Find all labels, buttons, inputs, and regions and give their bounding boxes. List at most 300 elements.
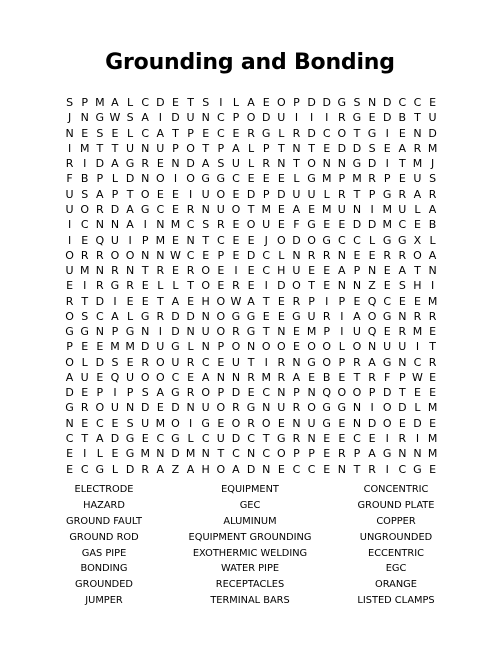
grid-letter[interactable]: I bbox=[340, 309, 344, 323]
grid-letter[interactable]: N bbox=[292, 141, 301, 155]
grid-letter[interactable]: G bbox=[413, 462, 422, 476]
grid-letter[interactable]: I bbox=[83, 447, 87, 461]
grid-letter[interactable]: E bbox=[141, 279, 149, 293]
grid-letter[interactable]: T bbox=[353, 126, 361, 140]
grid-letter[interactable]: G bbox=[322, 401, 331, 415]
grid-letter[interactable]: M bbox=[427, 294, 438, 308]
grid-letter[interactable]: O bbox=[201, 264, 211, 278]
grid-letter[interactable]: N bbox=[156, 447, 165, 461]
grid-letter[interactable]: O bbox=[382, 401, 392, 415]
grid-letter[interactable]: C bbox=[201, 431, 210, 445]
grid-letter[interactable]: N bbox=[141, 172, 150, 186]
grid-letter[interactable]: D bbox=[186, 157, 195, 171]
grid-letter[interactable]: G bbox=[125, 325, 135, 339]
grid-letter[interactable]: N bbox=[352, 202, 362, 216]
grid-letter[interactable]: E bbox=[323, 462, 331, 476]
grid-letter[interactable]: Q bbox=[367, 325, 377, 339]
grid-letter[interactable]: E bbox=[277, 202, 285, 216]
grid-letter[interactable]: I bbox=[385, 462, 389, 476]
grid-letter[interactable]: A bbox=[96, 431, 104, 445]
grid-letter[interactable]: E bbox=[323, 279, 331, 293]
grid-letter[interactable]: N bbox=[201, 447, 210, 461]
grid-letter[interactable]: E bbox=[323, 141, 331, 155]
grid-letter[interactable]: P bbox=[262, 187, 270, 201]
grid-letter[interactable]: U bbox=[201, 325, 210, 339]
grid-letter[interactable]: N bbox=[277, 325, 286, 339]
grid-letter[interactable]: S bbox=[398, 279, 406, 293]
grid-letter[interactable]: G bbox=[140, 309, 150, 323]
grid-letter[interactable]: M bbox=[321, 172, 332, 186]
grid-letter[interactable]: A bbox=[292, 370, 301, 384]
grid-letter[interactable]: P bbox=[293, 96, 300, 110]
grid-letter[interactable]: R bbox=[337, 447, 346, 461]
grid-letter[interactable]: C bbox=[171, 370, 180, 384]
grid-letter[interactable]: A bbox=[201, 370, 210, 384]
grid-letter[interactable]: G bbox=[337, 96, 347, 110]
grid-letter[interactable]: O bbox=[216, 309, 226, 323]
grid-letter[interactable]: D bbox=[95, 355, 105, 369]
grid-letter[interactable]: D bbox=[352, 141, 362, 155]
grid-letter[interactable]: U bbox=[110, 401, 119, 415]
grid-letter[interactable]: O bbox=[216, 325, 226, 339]
grid-letter[interactable]: N bbox=[398, 447, 407, 461]
grid-letter[interactable]: E bbox=[277, 294, 285, 308]
grid-letter[interactable]: E bbox=[277, 416, 285, 430]
grid-letter[interactable]: R bbox=[368, 370, 376, 384]
grid-letter[interactable]: U bbox=[156, 141, 165, 155]
grid-letter[interactable]: E bbox=[96, 370, 104, 384]
grid-letter[interactable]: R bbox=[65, 294, 74, 308]
grid-letter[interactable]: D bbox=[398, 401, 407, 415]
grid-letter[interactable]: E bbox=[81, 416, 89, 430]
grid-letter[interactable]: D bbox=[110, 431, 120, 445]
grid-letter[interactable]: L bbox=[247, 157, 255, 171]
grid-letter[interactable]: R bbox=[186, 202, 195, 216]
grid-letter[interactable]: L bbox=[126, 126, 134, 140]
grid-letter[interactable]: N bbox=[367, 96, 377, 110]
grid-letter[interactable]: G bbox=[95, 462, 105, 476]
grid-letter[interactable]: H bbox=[201, 294, 210, 308]
grid-letter[interactable]: U bbox=[277, 111, 286, 125]
grid-letter[interactable]: G bbox=[367, 126, 377, 140]
grid-letter[interactable]: O bbox=[216, 187, 226, 201]
grid-letter[interactable]: J bbox=[430, 157, 435, 171]
grid-letter[interactable]: E bbox=[429, 386, 437, 400]
grid-letter[interactable]: T bbox=[398, 386, 406, 400]
grid-letter[interactable]: M bbox=[79, 141, 90, 155]
grid-letter[interactable]: Q bbox=[110, 370, 120, 384]
grid-letter[interactable]: I bbox=[325, 111, 329, 125]
grid-letter[interactable]: P bbox=[96, 172, 104, 186]
grid-letter[interactable]: D bbox=[231, 431, 241, 445]
grid-letter[interactable]: L bbox=[323, 187, 330, 201]
grid-letter[interactable]: D bbox=[171, 111, 180, 125]
grid-letter[interactable]: E bbox=[323, 431, 331, 445]
grid-letter[interactable]: G bbox=[337, 401, 347, 415]
grid-letter[interactable]: O bbox=[65, 248, 74, 262]
grid-letter[interactable]: M bbox=[412, 325, 423, 339]
grid-letter[interactable]: A bbox=[156, 126, 165, 140]
grid-letter[interactable]: O bbox=[201, 279, 211, 293]
grid-letter[interactable]: N bbox=[95, 218, 104, 232]
grid-letter[interactable]: U bbox=[231, 157, 240, 171]
grid-letter[interactable]: M bbox=[427, 141, 438, 155]
grid-letter[interactable]: N bbox=[367, 264, 377, 278]
grid-letter[interactable]: A bbox=[126, 202, 134, 216]
grid-letter[interactable]: D bbox=[171, 447, 180, 461]
grid-letter[interactable]: C bbox=[398, 218, 407, 232]
grid-letter[interactable]: L bbox=[126, 96, 134, 110]
grid-letter[interactable]: N bbox=[262, 401, 271, 415]
grid-letter[interactable]: T bbox=[308, 141, 315, 155]
grid-letter[interactable]: R bbox=[398, 325, 407, 339]
grid-letter[interactable]: L bbox=[172, 279, 179, 293]
grid-letter[interactable]: G bbox=[80, 325, 89, 339]
grid-letter[interactable]: S bbox=[81, 187, 89, 201]
grid-letter[interactable]: N bbox=[216, 370, 225, 384]
grid-letter[interactable]: M bbox=[155, 416, 166, 430]
grid-letter[interactable]: O bbox=[352, 386, 362, 400]
grid-letter[interactable]: A bbox=[111, 309, 119, 323]
grid-letter[interactable]: R bbox=[247, 416, 255, 430]
grid-letter[interactable]: J bbox=[67, 111, 72, 125]
grid-letter[interactable]: U bbox=[201, 187, 210, 201]
grid-letter[interactable]: R bbox=[398, 187, 407, 201]
grid-letter[interactable]: O bbox=[352, 340, 362, 354]
grid-letter[interactable]: G bbox=[201, 416, 210, 430]
grid-letter[interactable]: D bbox=[337, 141, 347, 155]
grid-letter[interactable]: H bbox=[201, 462, 210, 476]
grid-letter[interactable]: A bbox=[171, 294, 180, 308]
grid-letter[interactable]: E bbox=[111, 447, 119, 461]
grid-letter[interactable]: E bbox=[96, 340, 104, 354]
grid-letter[interactable]: C bbox=[65, 431, 74, 445]
grid-letter[interactable]: U bbox=[216, 431, 225, 445]
grid-letter[interactable]: P bbox=[217, 141, 225, 155]
grid-letter[interactable]: Q bbox=[367, 294, 377, 308]
grid-letter[interactable]: G bbox=[125, 431, 135, 445]
grid-letter[interactable]: I bbox=[385, 431, 389, 445]
grid-letter[interactable]: N bbox=[398, 309, 407, 323]
grid-letter[interactable]: H bbox=[413, 279, 422, 293]
grid-letter[interactable]: E bbox=[232, 233, 240, 247]
grid-letter[interactable]: W bbox=[411, 370, 423, 384]
grid-letter[interactable]: N bbox=[95, 325, 104, 339]
grid-letter[interactable]: C bbox=[156, 202, 165, 216]
grid-letter[interactable]: E bbox=[383, 141, 391, 155]
grid-letter[interactable]: T bbox=[187, 96, 194, 110]
grid-letter[interactable]: D bbox=[261, 111, 271, 125]
grid-letter[interactable]: N bbox=[292, 355, 301, 369]
grid-letter[interactable]: G bbox=[65, 401, 74, 415]
grid-letter[interactable]: A bbox=[398, 264, 407, 278]
grid-letter[interactable]: I bbox=[113, 294, 117, 308]
grid-letter[interactable]: D bbox=[246, 462, 256, 476]
grid-letter[interactable]: C bbox=[337, 233, 346, 247]
grid-letter[interactable]: E bbox=[171, 233, 179, 247]
grid-letter[interactable]: N bbox=[292, 248, 301, 262]
grid-letter[interactable]: E bbox=[202, 126, 210, 140]
grid-letter[interactable]: A bbox=[65, 370, 74, 384]
grid-letter[interactable]: E bbox=[398, 294, 406, 308]
grid-letter[interactable]: O bbox=[216, 401, 226, 415]
grid-letter[interactable]: I bbox=[415, 340, 420, 354]
grid-letter[interactable]: E bbox=[217, 279, 225, 293]
grid-letter[interactable]: E bbox=[232, 126, 240, 140]
grid-letter[interactable]: O bbox=[216, 294, 226, 308]
grid-letter[interactable]: N bbox=[337, 462, 346, 476]
grid-letter[interactable]: G bbox=[125, 157, 135, 171]
grid-letter[interactable]: O bbox=[171, 416, 180, 430]
grid-letter[interactable]: T bbox=[156, 294, 164, 308]
grid-letter[interactable]: P bbox=[96, 386, 104, 400]
grid-letter[interactable]: R bbox=[322, 248, 331, 262]
grid-letter[interactable]: A bbox=[338, 264, 346, 278]
grid-letter[interactable]: T bbox=[111, 141, 119, 155]
grid-letter[interactable]: C bbox=[262, 386, 271, 400]
grid-letter[interactable]: M bbox=[155, 233, 166, 247]
grid-letter[interactable]: H bbox=[277, 264, 286, 278]
grid-letter[interactable]: A bbox=[156, 386, 165, 400]
grid-letter[interactable]: N bbox=[141, 141, 150, 155]
grid-letter[interactable]: P bbox=[398, 370, 406, 384]
grid-letter[interactable]: N bbox=[156, 248, 165, 262]
grid-letter[interactable]: E bbox=[323, 218, 331, 232]
grid-letter[interactable]: E bbox=[232, 187, 240, 201]
grid-letter[interactable]: T bbox=[262, 325, 270, 339]
grid-letter[interactable]: M bbox=[412, 157, 423, 171]
grid-letter[interactable]: M bbox=[261, 370, 271, 384]
grid-letter[interactable]: N bbox=[125, 401, 135, 415]
grid-letter[interactable]: A bbox=[111, 157, 119, 171]
grid-letter[interactable]: S bbox=[368, 141, 376, 155]
grid-letter[interactable]: P bbox=[111, 187, 119, 201]
grid-letter[interactable]: A bbox=[156, 462, 165, 476]
grid-letter[interactable]: T bbox=[172, 126, 179, 140]
grid-letter[interactable]: U bbox=[307, 309, 316, 323]
grid-letter[interactable]: W bbox=[109, 111, 121, 125]
grid-letter[interactable]: G bbox=[352, 111, 362, 125]
grid-letter[interactable]: S bbox=[111, 355, 119, 369]
grid-letter[interactable]: D bbox=[171, 309, 180, 323]
grid-letter[interactable]: F bbox=[384, 370, 391, 384]
grid-letter[interactable]: O bbox=[261, 340, 271, 354]
grid-letter[interactable]: O bbox=[186, 172, 195, 186]
grid-letter[interactable]: T bbox=[81, 294, 89, 308]
grid-letter[interactable]: I bbox=[385, 157, 389, 171]
grid-letter[interactable]: G bbox=[246, 309, 256, 323]
grid-letter[interactable]: R bbox=[141, 157, 150, 171]
grid-letter[interactable]: N bbox=[277, 157, 286, 171]
grid-letter[interactable]: D bbox=[95, 294, 105, 308]
grid-letter[interactable]: D bbox=[428, 126, 437, 140]
grid-letter[interactable]: G bbox=[65, 325, 74, 339]
grid-letter[interactable]: I bbox=[415, 431, 420, 445]
grid-letter[interactable]: U bbox=[65, 264, 74, 278]
grid-letter[interactable]: O bbox=[276, 447, 286, 461]
grid-letter[interactable]: D bbox=[246, 187, 256, 201]
grid-letter[interactable]: N bbox=[171, 157, 180, 171]
grid-letter[interactable]: L bbox=[414, 401, 421, 415]
grid-letter[interactable]: C bbox=[216, 233, 225, 247]
grid-letter[interactable]: A bbox=[353, 309, 361, 323]
grid-letter[interactable]: I bbox=[325, 294, 329, 308]
grid-letter[interactable]: R bbox=[80, 401, 89, 415]
grid-letter[interactable]: E bbox=[247, 279, 255, 293]
grid-letter[interactable]: A bbox=[201, 157, 210, 171]
grid-letter[interactable]: C bbox=[307, 462, 316, 476]
grid-letter[interactable]: G bbox=[382, 309, 392, 323]
grid-letter[interactable]: R bbox=[337, 111, 346, 125]
grid-letter[interactable]: A bbox=[428, 202, 437, 216]
grid-letter[interactable]: C bbox=[292, 462, 301, 476]
grid-letter[interactable]: E bbox=[338, 416, 346, 430]
grid-letter[interactable]: E bbox=[187, 370, 195, 384]
grid-letter[interactable]: E bbox=[277, 172, 285, 186]
grid-letter[interactable]: G bbox=[322, 416, 331, 430]
grid-letter[interactable]: U bbox=[65, 202, 74, 216]
grid-letter[interactable]: R bbox=[292, 431, 301, 445]
grid-letter[interactable]: E bbox=[292, 325, 300, 339]
grid-letter[interactable]: L bbox=[157, 279, 164, 293]
grid-letter[interactable]: T bbox=[353, 187, 361, 201]
grid-letter[interactable]: B bbox=[428, 218, 437, 232]
grid-letter[interactable]: E bbox=[368, 431, 376, 445]
grid-letter[interactable]: T bbox=[81, 431, 89, 445]
grid-letter[interactable]: G bbox=[382, 233, 392, 247]
grid-letter[interactable]: E bbox=[217, 264, 225, 278]
grid-letter[interactable]: L bbox=[111, 462, 118, 476]
grid-letter[interactable]: E bbox=[277, 218, 285, 232]
grid-letter[interactable]: D bbox=[140, 401, 150, 415]
grid-letter[interactable]: R bbox=[413, 309, 422, 323]
grid-letter[interactable]: D bbox=[277, 187, 286, 201]
grid-letter[interactable]: R bbox=[232, 279, 240, 293]
grid-letter[interactable]: E bbox=[126, 294, 134, 308]
grid-letter[interactable]: R bbox=[232, 401, 240, 415]
grid-letter[interactable]: P bbox=[293, 386, 300, 400]
grid-letter[interactable]: L bbox=[429, 233, 436, 247]
grid-letter[interactable]: N bbox=[231, 370, 241, 384]
grid-letter[interactable]: Z bbox=[171, 462, 180, 476]
grid-letter[interactable]: P bbox=[187, 126, 194, 140]
grid-letter[interactable]: I bbox=[294, 111, 299, 125]
grid-letter[interactable]: C bbox=[216, 111, 225, 125]
grid-letter[interactable]: I bbox=[67, 141, 72, 155]
grid-letter[interactable]: O bbox=[307, 157, 316, 171]
grid-letter[interactable]: C bbox=[141, 126, 150, 140]
grid-letter[interactable]: U bbox=[337, 202, 346, 216]
grid-letter[interactable]: U bbox=[428, 111, 437, 125]
grid-letter[interactable]: O bbox=[382, 416, 392, 430]
grid-letter[interactable]: L bbox=[338, 340, 345, 354]
grid-letter[interactable]: R bbox=[216, 218, 225, 232]
grid-letter[interactable]: I bbox=[158, 111, 162, 125]
grid-letter[interactable]: I bbox=[370, 202, 374, 216]
grid-letter[interactable]: M bbox=[382, 202, 392, 216]
grid-letter[interactable]: P bbox=[217, 248, 225, 262]
grid-letter[interactable]: G bbox=[292, 309, 301, 323]
grid-letter[interactable]: T bbox=[308, 279, 315, 293]
grid-letter[interactable]: D bbox=[171, 401, 180, 415]
grid-letter[interactable]: E bbox=[111, 126, 119, 140]
grid-letter[interactable]: F bbox=[293, 218, 300, 232]
grid-letter[interactable]: C bbox=[201, 355, 210, 369]
grid-letter[interactable]: E bbox=[398, 416, 406, 430]
grid-letter[interactable]: T bbox=[414, 111, 421, 125]
grid-letter[interactable]: O bbox=[125, 248, 135, 262]
grid-letter[interactable]: N bbox=[322, 157, 331, 171]
grid-letter[interactable]: T bbox=[202, 141, 210, 155]
grid-letter[interactable]: T bbox=[202, 233, 210, 247]
grid-letter[interactable]: R bbox=[277, 355, 286, 369]
grid-letter[interactable]: D bbox=[277, 279, 286, 293]
grid-letter[interactable]: D bbox=[110, 202, 120, 216]
grid-letter[interactable]: E bbox=[308, 202, 316, 216]
grid-letter[interactable]: P bbox=[217, 340, 225, 354]
grid-letter[interactable]: R bbox=[126, 279, 134, 293]
grid-letter[interactable]: E bbox=[156, 157, 164, 171]
grid-letter[interactable]: G bbox=[352, 157, 362, 171]
grid-letter[interactable]: B bbox=[322, 370, 331, 384]
grid-letter[interactable]: N bbox=[352, 416, 362, 430]
grid-letter[interactable]: G bbox=[307, 355, 316, 369]
grid-letter[interactable]: G bbox=[382, 187, 392, 201]
grid-letter[interactable]: I bbox=[370, 401, 374, 415]
grid-letter[interactable]: E bbox=[429, 416, 437, 430]
grid-letter[interactable]: L bbox=[111, 172, 118, 186]
grid-letter[interactable]: R bbox=[398, 431, 407, 445]
grid-letter[interactable]: O bbox=[140, 187, 150, 201]
grid-letter[interactable]: S bbox=[126, 416, 134, 430]
grid-letter[interactable]: D bbox=[125, 462, 135, 476]
grid-letter[interactable]: E bbox=[368, 111, 376, 125]
grid-letter[interactable]: N bbox=[201, 202, 210, 216]
grid-letter[interactable]: G bbox=[398, 233, 407, 247]
grid-letter[interactable]: G bbox=[261, 126, 271, 140]
grid-letter[interactable]: E bbox=[156, 401, 164, 415]
grid-letter[interactable]: E bbox=[429, 96, 437, 110]
grid-letter[interactable]: R bbox=[337, 187, 346, 201]
grid-letter[interactable]: O bbox=[292, 279, 301, 293]
grid-letter[interactable]: N bbox=[428, 264, 437, 278]
grid-letter[interactable]: C bbox=[186, 248, 195, 262]
grid-letter[interactable]: T bbox=[96, 141, 104, 155]
grid-letter[interactable]: L bbox=[247, 141, 255, 155]
grid-letter[interactable]: P bbox=[262, 141, 270, 155]
grid-letter[interactable]: E bbox=[308, 264, 316, 278]
grid-letter[interactable]: O bbox=[155, 370, 165, 384]
grid-letter[interactable]: L bbox=[232, 96, 239, 110]
grid-letter[interactable]: R bbox=[65, 157, 74, 171]
grid-letter[interactable]: N bbox=[201, 340, 210, 354]
grid-letter[interactable]: E bbox=[353, 294, 361, 308]
grid-letter[interactable]: O bbox=[413, 248, 422, 262]
grid-letter[interactable]: R bbox=[307, 248, 316, 262]
grid-letter[interactable]: J bbox=[264, 233, 268, 247]
grid-letter[interactable]: N bbox=[201, 111, 210, 125]
grid-letter[interactable]: E bbox=[413, 218, 421, 232]
grid-letter[interactable]: E bbox=[338, 218, 346, 232]
grid-letter[interactable]: R bbox=[156, 309, 165, 323]
grid-letter[interactable]: B bbox=[80, 172, 89, 186]
grid-letter[interactable]: A bbox=[126, 218, 134, 232]
grid-letter[interactable]: T bbox=[262, 431, 270, 445]
grid-letter[interactable]: C bbox=[80, 462, 89, 476]
grid-letter[interactable]: U bbox=[126, 370, 135, 384]
grid-letter[interactable]: M bbox=[110, 340, 120, 354]
grid-letter[interactable]: U bbox=[398, 202, 407, 216]
